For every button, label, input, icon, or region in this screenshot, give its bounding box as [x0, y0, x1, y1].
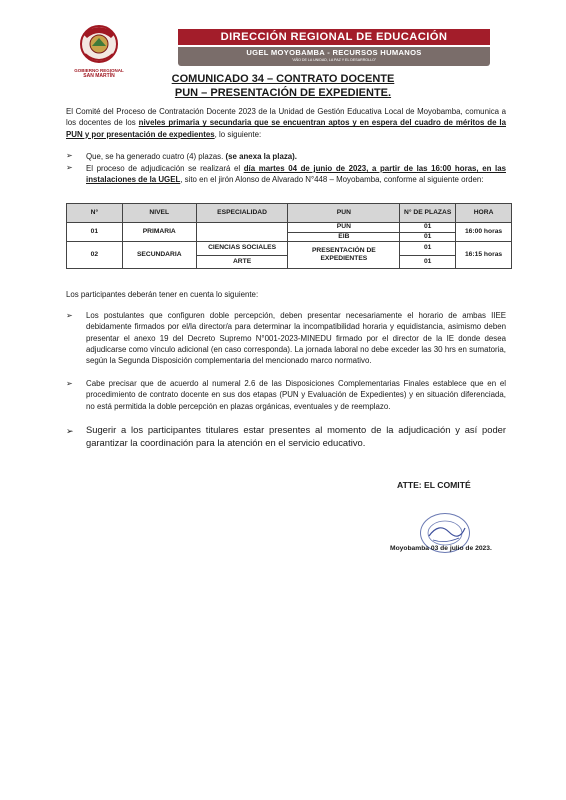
table-cell: ARTE — [196, 255, 288, 269]
header-banner: DIRECCIÓN REGIONAL DE EDUCACIÓN — [178, 29, 490, 45]
table-cell: 02 — [67, 242, 123, 269]
bullet-arrow-icon: ➢ — [66, 151, 73, 160]
intro-text: El Comité del Proceso de Contratación Docente 2023 de la Unidad de Gestión Educativa Local de Moyobamba, comunica a los docentes de los — [66, 107, 506, 128]
participants-intro: Los participantes deberán tener en cuenta lo siguiente: — [66, 290, 259, 299]
table-cell: PUN — [288, 223, 400, 233]
point-1: Los postulantes que configuren doble percepción, deben presentar necesariamente el horario de ambas IIEE debidamente firmados por el/la director/a para determinar la incompatibilidad horaria y equidistancia, asimismo deben presentar el anexo 19 del Decreto Supremo N°001-2023-MINEDU firmado por el director de la IE donde desea adjudicarse como vínculo adicional (en caso corresponda). La jornada laboral no debe exceder las 30 hrs en sumatoria, según la Segunda Disposición complementaria del mencionado marco normativo. — [86, 311, 506, 366]
bullet-2-end: , sito en el jirón Alonso de Alvarado N°448 – Moyobamba, conforme al siguiente orden: — [180, 175, 484, 185]
signature-label: ATTE: EL COMITÉ — [397, 480, 471, 490]
point-2: Cabe precisar que de acuerdo al numeral 2.6 de las Disposiciones Complementarias Finales establece que en el procedimiento de contrato docente en sus dos etapas (PUN y Evaluación de Expedientes) y en situación diferenciada, no está permitida la doble percepción en plazas orgánicas, eventuales y de reemplazo. — [86, 379, 506, 411]
bullet-2-text: El proceso de adjudicación se realizará el — [86, 164, 244, 173]
bullet-1 — [86, 151, 506, 162]
bullet-arrow-icon: ➢ — [66, 311, 73, 320]
table-row — [67, 242, 512, 256]
bullet-arrow-icon: ➢ — [66, 163, 73, 172]
logo-text-line1: GOBIERNO REGIONAL — [74, 68, 124, 73]
header-sub-banner — [178, 47, 490, 66]
table-cell: 16:00 horas — [456, 223, 512, 242]
table-cell: PRESENTACIÓN DE EXPEDIENTES — [288, 242, 400, 269]
table-cell: 01 — [400, 232, 456, 242]
table-cell: 01 — [67, 223, 123, 242]
intro-highlight: niveles primaria y secundaria que se encuentran aptos y en espera del cuadro de méritos de la PUN y por presentación de expedientes — [66, 118, 506, 139]
bullet-arrow-icon: ➢ — [66, 379, 73, 388]
table-header: NIVEL — [122, 204, 196, 223]
table-cell: 01 — [400, 223, 456, 233]
logo-text-line2: SAN MARTÍN — [83, 73, 115, 79]
table-row — [67, 223, 512, 233]
table-cell: PRIMARIA — [122, 223, 196, 242]
table-header: HORA — [456, 204, 512, 223]
table-header-row — [67, 204, 512, 223]
table-header: ESPECIALIDAD — [196, 204, 288, 223]
bullet-2-bold: día martes 04 de junio de 2023, a partir de las 16:00 horas, en las instalaciones de la UGEL — [86, 164, 506, 185]
table-cell: 16:15 horas — [456, 242, 512, 269]
sub-banner-title: UGEL MOYOBAMBA - RECURSOS HUMANOS — [246, 48, 422, 57]
table-cell: EIB — [288, 232, 400, 242]
year-motto: "AÑO DE LA UNIDAD, LA PAZ Y EL DESARROLLO" — [291, 58, 377, 62]
document-title-line1: COMUNICADO 34 – CONTRATO DOCENTE — [171, 73, 395, 85]
bullet-arrow-icon: ➢ — [66, 426, 74, 436]
regional-government-logo — [66, 22, 132, 79]
positions-table — [66, 203, 512, 269]
date-line: Moyobamba 03 de julio de 2023. — [390, 545, 492, 552]
table-cell: SECUNDARIA — [122, 242, 196, 269]
table-cell: 01 — [400, 242, 456, 256]
point-3: Sugerir a los participantes titulares estar presentes al momento de la adjudicación y así poder garantizar la coordinación para la atención en el servicio educativo. — [86, 424, 506, 448]
bullet-1-bold: (se anexa la plaza). — [225, 152, 297, 161]
emblem-icon — [75, 22, 123, 66]
table-header: N° — [67, 204, 123, 223]
bullet-2 — [86, 163, 506, 186]
table-cell — [196, 223, 288, 242]
table-cell: CIENCIAS SOCIALES — [196, 242, 288, 256]
intro-end: , lo siguiente: — [214, 129, 262, 139]
table-header: N° DE PLAZAS — [400, 204, 456, 223]
document-title-line2: PUN – PRESENTACIÓN DE EXPEDIENTE. — [174, 87, 392, 99]
table-cell: 01 — [400, 255, 456, 269]
bullet-1-text: Que, se ha generado cuatro (4) plazas. — [86, 152, 226, 161]
table-header: PUN — [288, 204, 400, 223]
intro-paragraph — [66, 106, 506, 140]
